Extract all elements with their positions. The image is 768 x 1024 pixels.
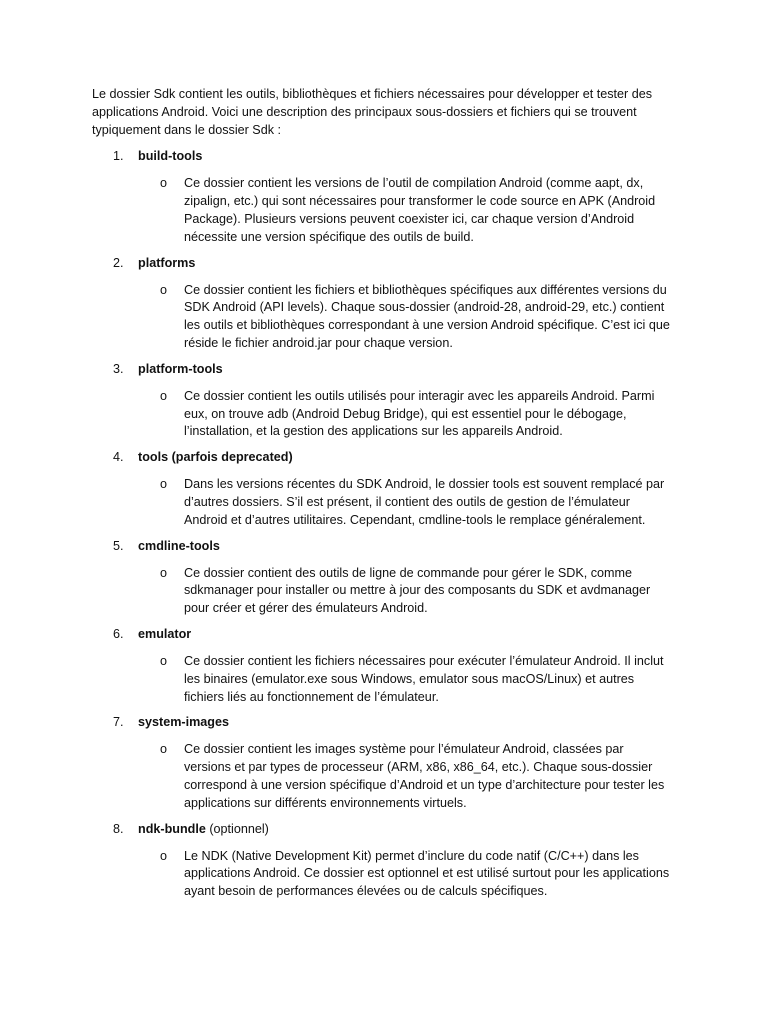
- list-item: [92, 626, 672, 706]
- circle-bullet-icon: o: [160, 282, 168, 297]
- sub-bullet-item: [92, 653, 672, 706]
- list-item-heading: [92, 449, 672, 467]
- sub-bullet-item: [92, 476, 672, 529]
- list-item-heading: [92, 626, 672, 644]
- circle-bullet-icon: o: [160, 848, 168, 863]
- list-item-heading: [92, 714, 672, 732]
- list-item-description: Ce dossier contient les images système pour l’émulateur Android, classées par versions et par types de processeur (ARM, x86, x86_64, etc.). Chaque sous-dossier correspond à une version spécifique d’Android et un type d’architecture pour tester les applications sur différents environnements virtuels.: [184, 742, 665, 810]
- list-item-description: Ce dossier contient les fichiers nécessaires pour exécuter l’émulateur Android. Il inclut les binaires (emulator.exe sous Windows, emulator sous macOS/Linux) et autres fichiers liés au fonctionnement de l’émulateur.: [184, 653, 664, 704]
- list-item-number: 1.: [113, 149, 124, 164]
- list-item-description: Ce dossier contient des outils de ligne de commande pour gérer le SDK, comme sdkmanager pour installer ou mettre à jour des composants du SDK et avdmanager pour créer et gérer des émulateurs Android.: [184, 565, 651, 616]
- list-item: [92, 361, 672, 441]
- sub-bullet-item: [92, 848, 672, 901]
- list-item-number: 5.: [113, 538, 124, 553]
- list-item-number: 2.: [113, 255, 124, 270]
- sub-bullet-item: [92, 282, 672, 353]
- sub-bullet-item: [92, 565, 672, 618]
- sub-bullet-item: [92, 388, 672, 441]
- circle-bullet-icon: o: [160, 653, 168, 668]
- circle-bullet-icon: o: [160, 565, 168, 580]
- list-item-title: cmdline-tools: [138, 538, 220, 553]
- list-item-title-suffix: (optionnel): [205, 821, 269, 836]
- list-item-title: system-images: [138, 715, 230, 730]
- list-item-heading: [92, 148, 672, 166]
- list-item-number: 6.: [113, 626, 124, 641]
- list-item-heading: [92, 821, 672, 839]
- list-item-title: ndk-bundle: [138, 821, 206, 836]
- sdk-folder-list: [92, 148, 672, 901]
- circle-bullet-icon: o: [160, 742, 168, 757]
- list-item-title: tools (parfois deprecated): [138, 450, 293, 465]
- list-item: [92, 449, 672, 529]
- list-item-title: platforms: [138, 255, 196, 270]
- list-item: [92, 148, 672, 246]
- sub-bullet-item: [92, 175, 672, 246]
- list-item-description: Ce dossier contient les fichiers et bibliothèques spécifiques aux différentes versions du SDK Android (API levels). Chaque sous-dossier (android-28, android-29, etc.) contient les outils et bibliothèques correspondant à une version Android spécifique. C’est ici que réside le fichier android.jar pour chaque version.: [184, 282, 670, 350]
- list-item-description: Ce dossier contient les versions de l’outil de compilation Android (comme aapt, dx, zipalign, etc.) qui sont nécessaires pour transformer le code source en APK (Android Package). Plusieurs versions peuvent coexister ici, car chaque version d’Android nécessite une version spécifique des outils de build.: [184, 176, 656, 244]
- list-item-title: platform-tools: [138, 361, 223, 376]
- circle-bullet-icon: o: [160, 388, 168, 403]
- list-item-description: Dans les versions récentes du SDK Android, le dossier tools est souvent remplacé par d’autres dossiers. S’il est présent, il contient des outils de gestion de l’émulateur Android et d’autres utilitaires. Cependant, cmdline-tools le remplace généralement.: [184, 477, 665, 527]
- list-item-heading: [92, 361, 672, 379]
- list-item-description: Ce dossier contient les outils utilisés pour interagir avec les appareils Android. Parmi eux, on trouve adb (Android Debug Bridge), qui est essentiel pour le débogage, l’installation, et la gestion des applications sur les appareils Android.: [184, 388, 655, 439]
- list-item-title: emulator: [138, 626, 192, 641]
- intro-paragraph: Le dossier Sdk contient les outils, bibliothèques et fichiers nécessaires pour développer et tester des applications Android. Voici une description des principaux sous-dossiers et fichiers qui se trouvent typiquement dans le dossier Sdk :: [92, 87, 653, 137]
- list-item-heading: [92, 255, 672, 273]
- list-item: [92, 821, 672, 901]
- list-item-number: 7.: [113, 715, 124, 730]
- list-item-description: Le NDK (Native Development Kit) permet d’inclure du code natif (C/C++) dans les applications Android. Ce dossier est optionnel et est utilisé surtout pour les applications ayant besoin de performances élevées ou de calculs spécifiques.: [184, 848, 670, 899]
- document-page: [92, 86, 672, 909]
- list-item-heading: [92, 538, 672, 556]
- list-item-title: build-tools: [138, 149, 203, 164]
- circle-bullet-icon: o: [160, 477, 168, 492]
- list-item: [92, 538, 672, 618]
- list-item-number: 8.: [113, 821, 124, 836]
- list-item-number: 4.: [113, 450, 124, 465]
- circle-bullet-icon: o: [160, 176, 168, 191]
- list-item: [92, 255, 672, 353]
- list-item: [92, 714, 672, 812]
- sub-bullet-item: [92, 741, 672, 812]
- list-item-number: 3.: [113, 361, 124, 376]
